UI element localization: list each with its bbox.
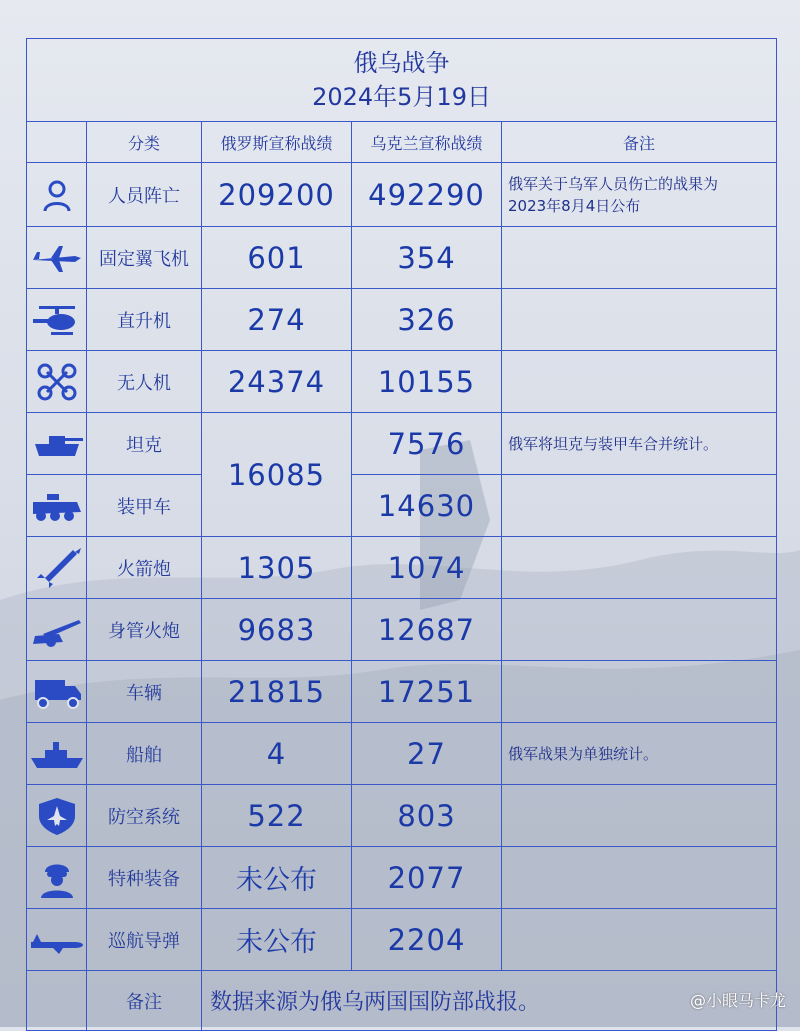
remark-line: 俄军战果为单独统计。: [508, 744, 659, 763]
ukraine-value: 7576: [352, 413, 502, 475]
russia-value: 未公布: [202, 909, 352, 971]
table-row: [27, 599, 777, 661]
footer-label: 备注: [87, 971, 202, 1031]
remark-cell: [502, 785, 777, 847]
table-row: [27, 413, 777, 475]
table-row: [27, 289, 777, 351]
remark-line: 俄军关于乌军人员伤亡的战果为: [508, 174, 719, 193]
table-row: [27, 475, 777, 537]
ukraine-value: 12687: [352, 599, 502, 661]
ukraine-value: 354: [352, 227, 502, 289]
russia-value: 9683: [202, 599, 352, 661]
table-row: [27, 661, 777, 723]
table-row: [27, 163, 777, 227]
russia-value: 4: [202, 723, 352, 785]
air-defense-shield-icon: [27, 785, 87, 847]
header-russia: 俄罗斯宣称战绩: [202, 122, 352, 163]
fixed-wing-aircraft-icon: [27, 227, 87, 289]
table-row: [27, 537, 777, 599]
remark-line: 俄军将坦克与装甲车合并统计。: [508, 434, 719, 453]
ukraine-value: 1074: [352, 537, 502, 599]
title-cell: [27, 39, 777, 122]
person-icon: [27, 163, 87, 227]
footer-icon-cell: [27, 971, 87, 1031]
table-row: [27, 723, 777, 785]
russia-value-merged: 16085: [202, 413, 352, 537]
ukraine-value: 2077: [352, 847, 502, 909]
remark-cell: [502, 413, 777, 475]
ukraine-value: 27: [352, 723, 502, 785]
russia-value: 522: [202, 785, 352, 847]
remark-cell: [502, 537, 777, 599]
remark-cell: [502, 661, 777, 723]
truck-icon: [27, 661, 87, 723]
category-cell: 巡航导弹: [87, 909, 202, 971]
header-ukraine: 乌克兰宣称战绩: [352, 122, 502, 163]
category-cell: 车辆: [87, 661, 202, 723]
remark-cell: [502, 599, 777, 661]
table-row: [27, 785, 777, 847]
page-title: 俄乌战争: [353, 49, 450, 77]
table-row: [27, 351, 777, 413]
tank-icon: [27, 413, 87, 475]
remark-cell: [502, 723, 777, 785]
category-cell: 船舶: [87, 723, 202, 785]
russia-value: 未公布: [202, 847, 352, 909]
statistics-table: [26, 38, 777, 1031]
ukraine-value: 14630: [352, 475, 502, 537]
category-cell: 固定翼飞机: [87, 227, 202, 289]
category-cell: 特种装备: [87, 847, 202, 909]
russia-value: 1305: [202, 537, 352, 599]
helicopter-icon: [27, 289, 87, 351]
remark-cell: [502, 351, 777, 413]
remark-cell: [502, 475, 777, 537]
category-cell: 防空系统: [87, 785, 202, 847]
ukraine-value: 2204: [352, 909, 502, 971]
table-row: [27, 847, 777, 909]
footer-row: [27, 971, 777, 1031]
remark-cell: [502, 909, 777, 971]
remark-cell: [502, 847, 777, 909]
category-cell: 直升机: [87, 289, 202, 351]
russia-value: 21815: [202, 661, 352, 723]
title-row: [27, 39, 777, 122]
ukraine-value: 803: [352, 785, 502, 847]
remark-cell: [502, 163, 777, 227]
ukraine-value: 492290: [352, 163, 502, 227]
category-cell: 火箭炮: [87, 537, 202, 599]
russia-value: 24374: [202, 351, 352, 413]
category-cell: 身管火炮: [87, 599, 202, 661]
russia-value: 274: [202, 289, 352, 351]
ship-icon: [27, 723, 87, 785]
drone-icon: [27, 351, 87, 413]
cruise-missile-icon: [27, 909, 87, 971]
ukraine-value: 17251: [352, 661, 502, 723]
special-equipment-icon: [27, 847, 87, 909]
category-cell: 装甲车: [87, 475, 202, 537]
russia-value: 209200: [202, 163, 352, 227]
header-icon-column: [27, 122, 87, 163]
ukraine-value: 326: [352, 289, 502, 351]
category-cell: 人员阵亡: [87, 163, 202, 227]
ukraine-value: 10155: [352, 351, 502, 413]
header-remark: 备注: [502, 122, 777, 163]
header-category: 分类: [87, 122, 202, 163]
table-row: [27, 227, 777, 289]
armored-vehicle-icon: [27, 475, 87, 537]
category-cell: 无人机: [87, 351, 202, 413]
watermark: @小眼马卡龙: [689, 991, 786, 1010]
russia-value: 601: [202, 227, 352, 289]
report-date: 2024年5月19日: [312, 83, 491, 111]
remark-line: 2023年8月4日公布: [508, 196, 641, 215]
field-gun-icon: [27, 599, 87, 661]
category-cell: 坦克: [87, 413, 202, 475]
rocket-artillery-icon: [27, 537, 87, 599]
remark-cell: [502, 227, 777, 289]
header-row: [27, 122, 777, 163]
remark-cell: [502, 289, 777, 351]
table-row: [27, 909, 777, 971]
footer-text: 数据来源为俄乌两国国防部战报。: [202, 971, 777, 1031]
